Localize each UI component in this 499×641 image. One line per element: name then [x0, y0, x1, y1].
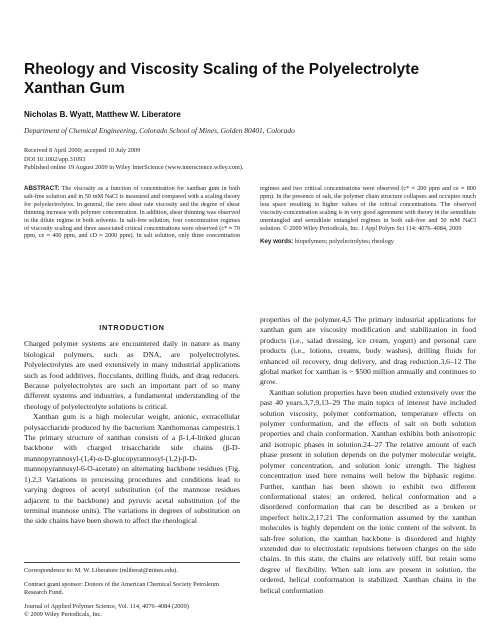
journal-citation: Journal of Applied Polymer Science, Vol. 114, 4076–4084 (2009) — [24, 603, 189, 610]
correspondence-note: Correspondence to: M. W. Liberatore (mliberat@mines.edu). — [24, 567, 178, 574]
publication-dates — [24, 147, 474, 173]
author-list: Nicholas B. Wyatt, Matthew W. Liberatore — [24, 110, 181, 119]
abstract-label: ABSTRACT: — [24, 185, 60, 192]
intro-paragraph-2: Xanthan gum is a high molecular weight, anionic, extracellular polysaccharide produced by the bacterium Xanthomonas campestris.1 The primary structure of xanthan consists of a β-1,4-linked glucan backbone with charged trisaccharide side chains (β-D-mannopyrannosyl-(1,4)-α-D-glucopyrannosyl-(1,2)-β-D-mannopyrannosyl-6-O-acetate) on alternating backbone residues (Fig. 1).2,3 Variations in processing procedures and conditions lead to varying degrees of acetyl substitution (of the mannose residues adjacent to the backbone) and pyruvic acetal substitution (of the terminal mannose units). The variations in degrees of substitution on the side chains have been shown to affect the rheological — [24, 412, 240, 526]
affiliation: Department of Chemical Engineering, Colorado School of Mines, Golden 80401, Colorado — [24, 126, 295, 135]
keywords — [260, 238, 476, 246]
title-line-2: Xanthan Gum — [24, 80, 125, 97]
body-column-left — [24, 323, 240, 527]
footnote — [24, 562, 240, 619]
intro-paragraph-1: Charged polymer systems are encountered daily in nature as many biological polymers, such as DNA, are polyelectrolytes. Polyelectrolytes are used extensively in many industrial applications such as food additives, flocculants, drilling fluids, and drag reducers. Because polyelectrolytes are such an important part of so many different systems and industries, a fundamental understanding of the rheology of polyelectrolyte solutions is critical. — [24, 339, 240, 411]
abstract — [24, 185, 476, 293]
copyright: © 2009 Wiley Periodicals, Inc. — [24, 611, 102, 618]
grant-note: Contract grant sponsor: Donors of the American Chemical Society Petroleum Research Fund. — [24, 581, 219, 596]
article-title — [24, 60, 464, 98]
abstract-text: The viscosity as a function of concentration for xanthan gum in both salt-free solution and in 50 mM NaCl is measured and compared with a scaling theory for polyelectrolytes. In general, the zero shear rate viscosity and the degree of shear thinning increase with polymer concentration. In addition, shear thinning was observed in the dilute regime in both solvents. In salt-free solution, four concentration regimes of viscosity scaling and three associated critical concentrations were observed (c* ≈ 70 ppm, ce ≈ 400 ppm, and cD ≈ 2000 ppm). In salt solution, only three concentration regimes and two critical concentrations were observed (c* ≈ 200 ppm and ce ≈ 800 ppm). In the presence of salt, the polymer chain structure collapses and occupies much less space resulting in higher values of the critical concentrations. The observed viscosity-concentration scaling is in very good agreement with theory in the semidilute unentangled and semidilute entangled regimes in both salt-free and 50 mM NaCl solution. © 2009 Wiley Periodicals, Inc. J Appl Polym Sci 114: 4076–4084, 2009 — [24, 185, 476, 240]
intro-paragraph-3: properties of the polymer.4,5 The primary industrial applications for xanthan gum are viscosity modification and stabilization in food products (i.e., salad dressing, ice cream, yogurt) and personal care products (i.e., lotions, creams, body washes), drilling fluids for enhanced oil recovery, drug delivery, and drag reduction.3,6–12 The global market for xanthan is ~ $500 million annually and continues to grow. — [260, 315, 476, 387]
keywords-label: Key words: — [260, 238, 294, 246]
title-line-1: Rheology and Viscosity Scaling of the Polyelectrolyte — [24, 61, 420, 78]
intro-paragraph-4: Xanthan solution properties have been studied extensively over the past 40 years.3,7,9,13–29 The main topics of interest have included solution viscosity, polymer conformation, temperature effects on polymer conformation, and the effects of salt on both solution properties and chain conformation. Xanthan exhibits both anisotropic and isotropic phases in solution.24–27 The relative amount of each phase present in solution depends on the polymer molecular weight, polymer concentration, and solution ionic strength. The highest concentration used here remains well below the biphasic regime. Further, xanthan has been shown to exhibit two different conformational states: an ordered, helical conformation and a disordered conformation that can be described as a broken or imperfect helix.2,17,21 The conformation assumed by the xanthan molecules is highly dependent on the ionic content of the solvent. In salt-free solution, the xanthan backbone is disordered and highly extended due to electrostatic repulsions between charges on the side chains. In this state, the chains are relatively stiff, but retain some degree of flexibility. When salt ions are present in solution, the ordered, helical conformation is stabilized. Xanthan chains in the helical conformation — [260, 387, 476, 595]
keywords-text: biopolymers; polyelectrolytes; rheology — [294, 238, 394, 246]
doi: DOI 10.1002/app.31093 — [24, 155, 86, 163]
section-heading-introduction: INTRODUCTION — [99, 323, 165, 332]
body-column-right — [260, 315, 476, 596]
published-date: Published online 19 August 2009 in Wiley InterScience (www.interscience.wiley.com). — [24, 164, 244, 172]
received-date: Received 8 April 2009; accepted 10 July 2009 — [24, 147, 141, 154]
